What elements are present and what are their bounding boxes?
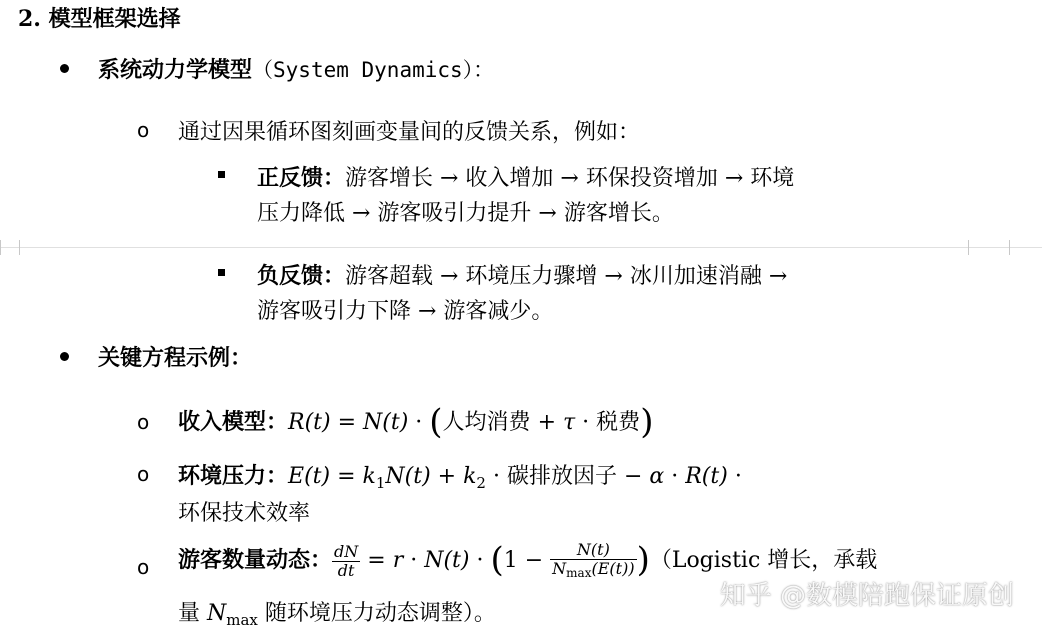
tourist-line2-b: 随环境压力动态调整）。: [264, 601, 496, 626]
tourist-line2-a: 量: [178, 601, 201, 626]
positive-feedback-line1: [257, 161, 794, 192]
nmax-symbol: $N_{max}$: [207, 601, 258, 629]
section-number: 2.: [18, 6, 41, 32]
left-margin-mark: [0, 240, 20, 255]
env-term-carbon: 碳排放因子: [506, 464, 617, 489]
env-equation: [178, 459, 742, 492]
income-term-tax: 税费: [596, 410, 641, 435]
income-label: 收入模型：: [178, 409, 289, 435]
env-formula: $E(t) = k_1N(t) + k_2$ · 碳排放因子 − α · R(t) ·: [288, 464, 742, 492]
equations-heading: 关键方程示例：: [98, 345, 253, 371]
page-break-line: [0, 247, 1042, 248]
income-term-consumption: 人均消费: [442, 410, 531, 435]
income-equation: [178, 402, 653, 442]
tourist-label: 游客数量动态：: [178, 547, 333, 573]
negative-feedback-label: 负反馈：: [257, 263, 346, 289]
bullet-square: [218, 269, 225, 276]
section-title: 模型框架选择: [48, 6, 181, 32]
positive-feedback-label: 正反馈：: [257, 165, 346, 191]
positive-feedback-text1: 游客增长 → 收入增加 → 环保投资增加 → 环境: [345, 166, 795, 191]
sd-model-english: （System Dynamics）：: [252, 58, 495, 82]
tourist-formula: $\frac{dN}{dt}$ = r · N(t) · (1 − $\frac{N(t)}{Nmax(E(t))}$ ): [334, 539, 650, 580]
bullet-disc: [60, 64, 69, 73]
section-heading: [18, 2, 181, 33]
bullet-circle: o: [137, 462, 150, 486]
watermark: 知乎 @数模陪跑保证原创: [719, 581, 1014, 611]
tourist-line2: [178, 596, 496, 629]
right-margin-mark: [968, 240, 1010, 255]
bullet-circle: o: [137, 555, 150, 579]
sd-intro: 通过因果循环图刻画变量间的反馈关系，例如：: [178, 120, 641, 145]
dn-dt-fraction: $\frac{dN}{dt}$: [334, 541, 359, 580]
env-line2: 环保技术效率: [178, 501, 311, 526]
positive-feedback-line2: 压力降低 → 游客吸引力提升 → 游客增长。: [257, 201, 674, 226]
negative-feedback-line2: 游客吸引力下降 → 游客减少。: [257, 299, 554, 324]
tourist-tail: （Logistic 增长，承载: [649, 548, 878, 573]
income-formula: R(t) = N(t) · (人均消费 + τ · 税费): [288, 402, 654, 442]
negative-feedback-line1: [257, 259, 787, 290]
logistic-fraction: $\frac{N(t)}{Nmax(E(t))}$: [552, 539, 635, 580]
bullet-circle: o: [137, 410, 150, 434]
bullet-circle: o: [137, 118, 150, 142]
sd-model-label: 系统动力学模型: [98, 57, 253, 83]
bullet-disc: [60, 352, 69, 361]
sd-model-item: [98, 53, 494, 84]
env-label: 环境压力：: [178, 463, 289, 489]
negative-feedback-text1: 游客超载 → 环境压力骤增 → 冰川加速消融 →: [345, 264, 788, 289]
bullet-square: [218, 171, 225, 178]
